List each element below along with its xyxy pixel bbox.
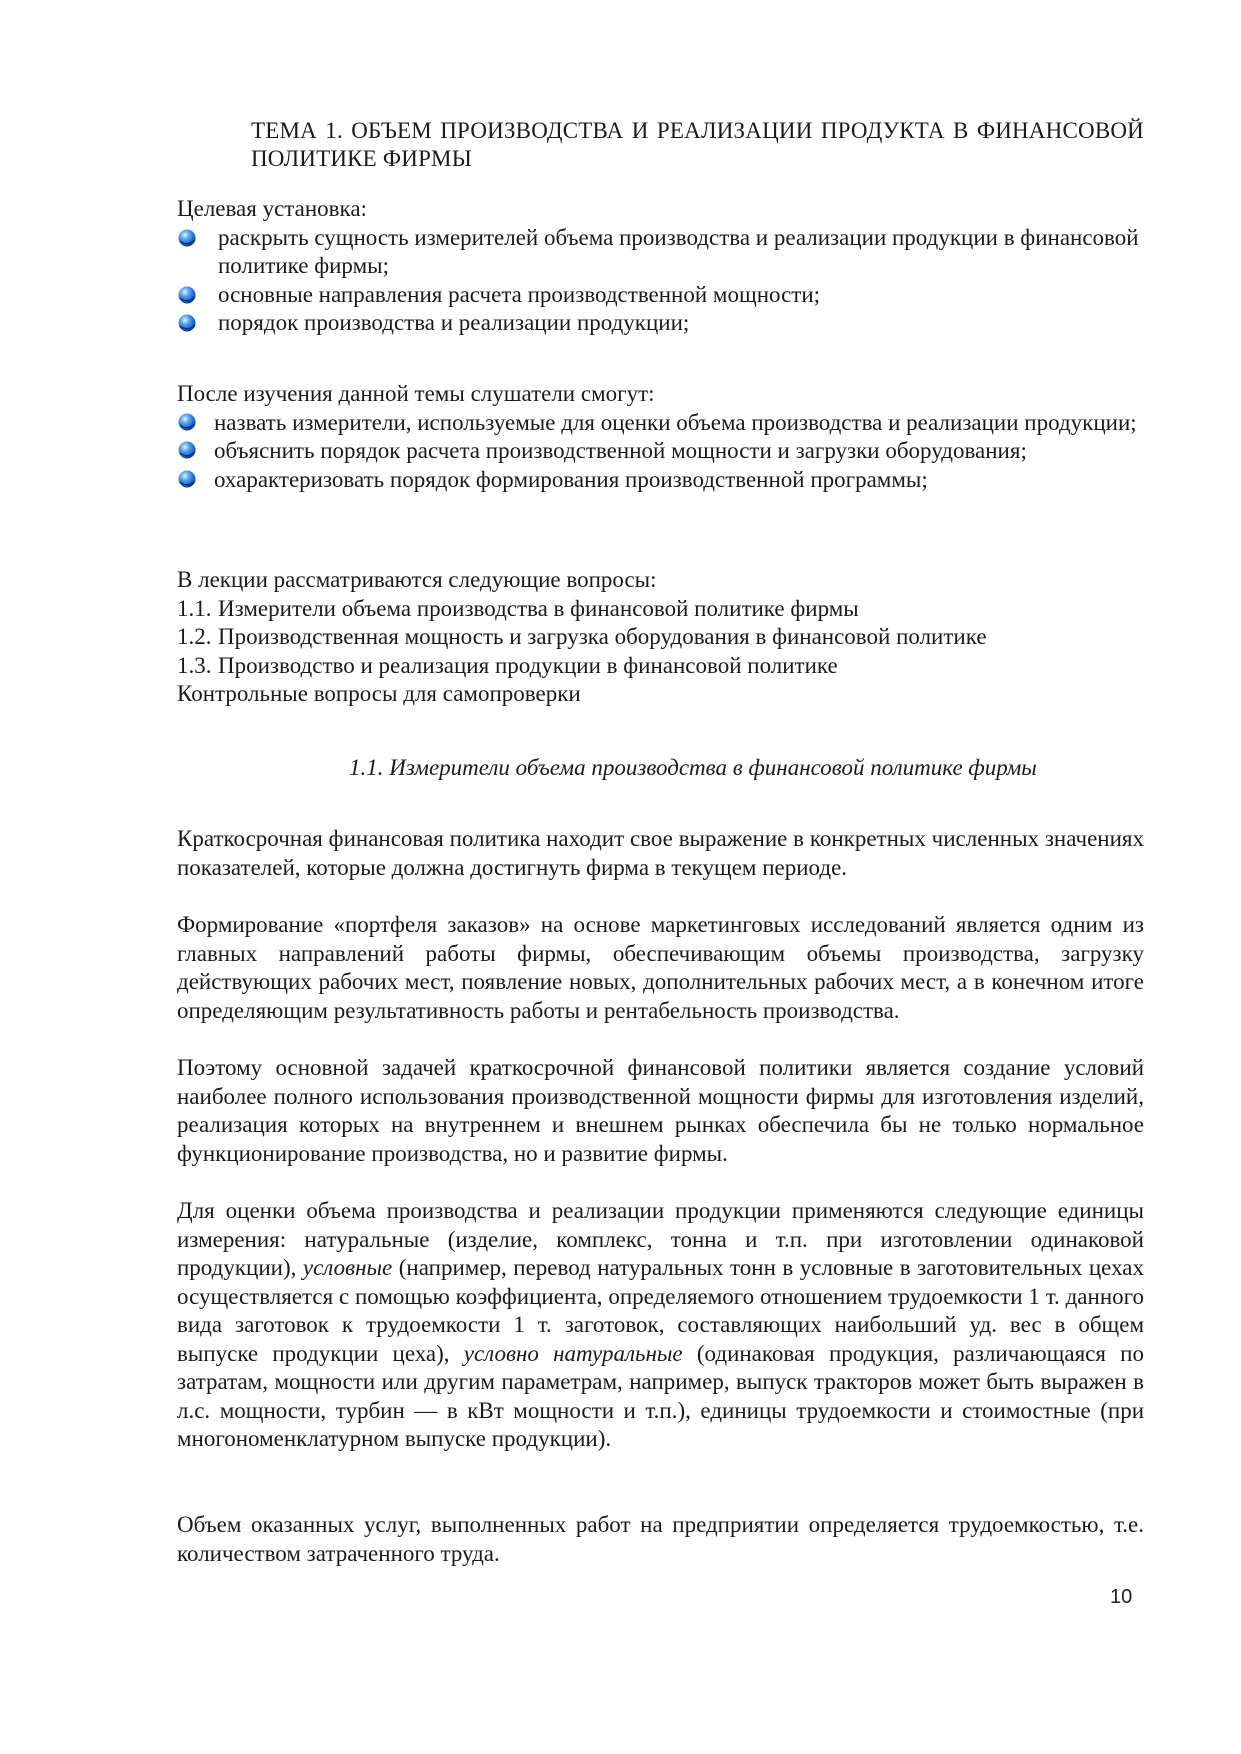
- paragraph-segment: Для оценки объема производства и реализации продукции применяются следующие единицы измерения: натуральные (изделие, комплекс, тонна и т.п. при изготовлении одинаковой продукции),: [177, 1198, 1144, 1280]
- blue-sphere-bullet-icon: [177, 412, 197, 432]
- questions-block: [177, 566, 1144, 709]
- paragraph-text: Объем оказанных услуг, выполненных работ на предприятии определяется трудоемкостью, т.е. количеством затраченного труда.: [177, 1512, 1144, 1566]
- questions-list: [177, 595, 1144, 681]
- list-item: [177, 595, 1144, 624]
- list-item: [177, 623, 1144, 652]
- question-number: 1.3.: [177, 652, 212, 678]
- outcomes-list: [177, 409, 1144, 495]
- list-item: [177, 224, 1144, 281]
- question-number: 1.1.: [177, 595, 212, 621]
- paragraph-2: [177, 911, 1144, 1025]
- paragraph-3: [177, 1054, 1144, 1168]
- question-text: Измерители объема производства в финансовой политике фирмы: [218, 595, 859, 621]
- blue-sphere-bullet-icon: [177, 469, 197, 489]
- paragraph-4: [177, 1197, 1144, 1454]
- paragraph-segment: (одинаковая продукция, различающаяся по затратам, мощности или другим параметрам, например, выпуск тракторов может быть выражен в л.с. мощности, турбин — в кВт мощности и т.п.), единицы трудоемкости и стоимостные (при многономенклатурном выпуске продукции).: [177, 1340, 1144, 1451]
- blue-sphere-bullet-icon: [177, 313, 197, 333]
- question-number: 1.2.: [177, 624, 212, 649]
- questions-label: В лекции рассматриваются следующие вопросы:: [177, 567, 657, 592]
- paragraph-text: Формирование «портфеля заказов» на основе маркетинговых исследований является одним из главных направлений работы фирмы, обеспечивающим объемы производства, загрузку действующих рабочих мест, появление новых, дополнительных рабочих мест, а в конечном итоге определяющим результативность работы и рентабельность производства.: [177, 912, 1144, 1023]
- question-text: Производство и реализация продукции в финансовой политике: [218, 652, 838, 678]
- goal-item-text: основные направления расчета производственной мощности;: [218, 281, 821, 307]
- goal-block: [177, 195, 1144, 338]
- goal-item-text: порядок производства и реализации продукции;: [218, 310, 690, 335]
- italic-term: условно натуральные: [463, 1340, 683, 1366]
- list-item: [177, 466, 1144, 495]
- goal-label: Целевая установка:: [177, 196, 367, 221]
- section-heading: 1.1. Измерители объема производства в финансовой политике фирмы: [349, 755, 1037, 780]
- outcome-item-text: назвать измерители, используемые для оценки объема производства и реализации продукции;: [214, 409, 1137, 435]
- topic-title: ТЕМА 1. ОБЪЕМ ПРОИЗВОДСТВА И РЕАЛИЗАЦИИ ПРОДУКТА В ФИНАНСОВОЙ ПОЛИТИКЕ ФИРМЫ: [251, 118, 1144, 171]
- outcomes-block: [177, 380, 1144, 494]
- paragraph-1: [177, 825, 1144, 882]
- italic-term: условные: [302, 1255, 393, 1280]
- blue-sphere-bullet-icon: [177, 285, 197, 305]
- goal-list: [177, 224, 1144, 338]
- self-check-label: Контрольные вопросы для самопроверки: [177, 681, 581, 706]
- list-item: [177, 652, 1144, 681]
- paragraph-text: [177, 1197, 1144, 1454]
- goal-item-text: раскрыть сущность измерителей объема производства и реализации продукции в финансовой политике фирмы;: [218, 224, 1139, 278]
- outcome-item-text: охарактеризовать порядок формирования производственной программы;: [214, 466, 928, 492]
- paragraph-text: Поэтому основной задачей краткосрочной финансовой политики является создание условий наиболее полного использования производственной мощности фирмы для изготовления изделий, реализация которых на внутреннем и внешнем рынках обеспечила бы не только нормальное функционирование производства, но и развитие фирмы.: [177, 1055, 1144, 1166]
- page-number: 10: [1110, 1586, 1133, 1608]
- question-text: Производственная мощность и загрузка оборудования в финансовой политике: [218, 624, 987, 649]
- list-item: [177, 281, 1144, 310]
- blue-sphere-bullet-icon: [177, 440, 197, 460]
- paragraph-segment: (например, перевод натуральных тонн в условные в заготовительных цехах осуществляется с помощью коэффициента, определяемого отношением трудоемкости 1 т. данного вида заготовок к трудоемкости 1 т. заготовок, составляющих наибольший уд. вес в общем выпуске продукции цеха),: [177, 1255, 1144, 1366]
- paragraph-text: Краткосрочная финансовая политика находит свое выражение в конкретных численных значениях показателей, которые должна достигнуть фирма в текущем периоде.: [177, 826, 1144, 880]
- paragraph-5: [177, 1511, 1144, 1568]
- blue-sphere-bullet-icon: [177, 228, 197, 248]
- outcomes-label: После изучения данной темы слушатели смогут:: [177, 381, 655, 406]
- list-item: [177, 409, 1144, 438]
- list-item: [177, 309, 1144, 338]
- list-item: [177, 437, 1144, 466]
- outcome-item-text: объяснить порядок расчета производственной мощности и загрузки оборудования;: [214, 438, 1027, 463]
